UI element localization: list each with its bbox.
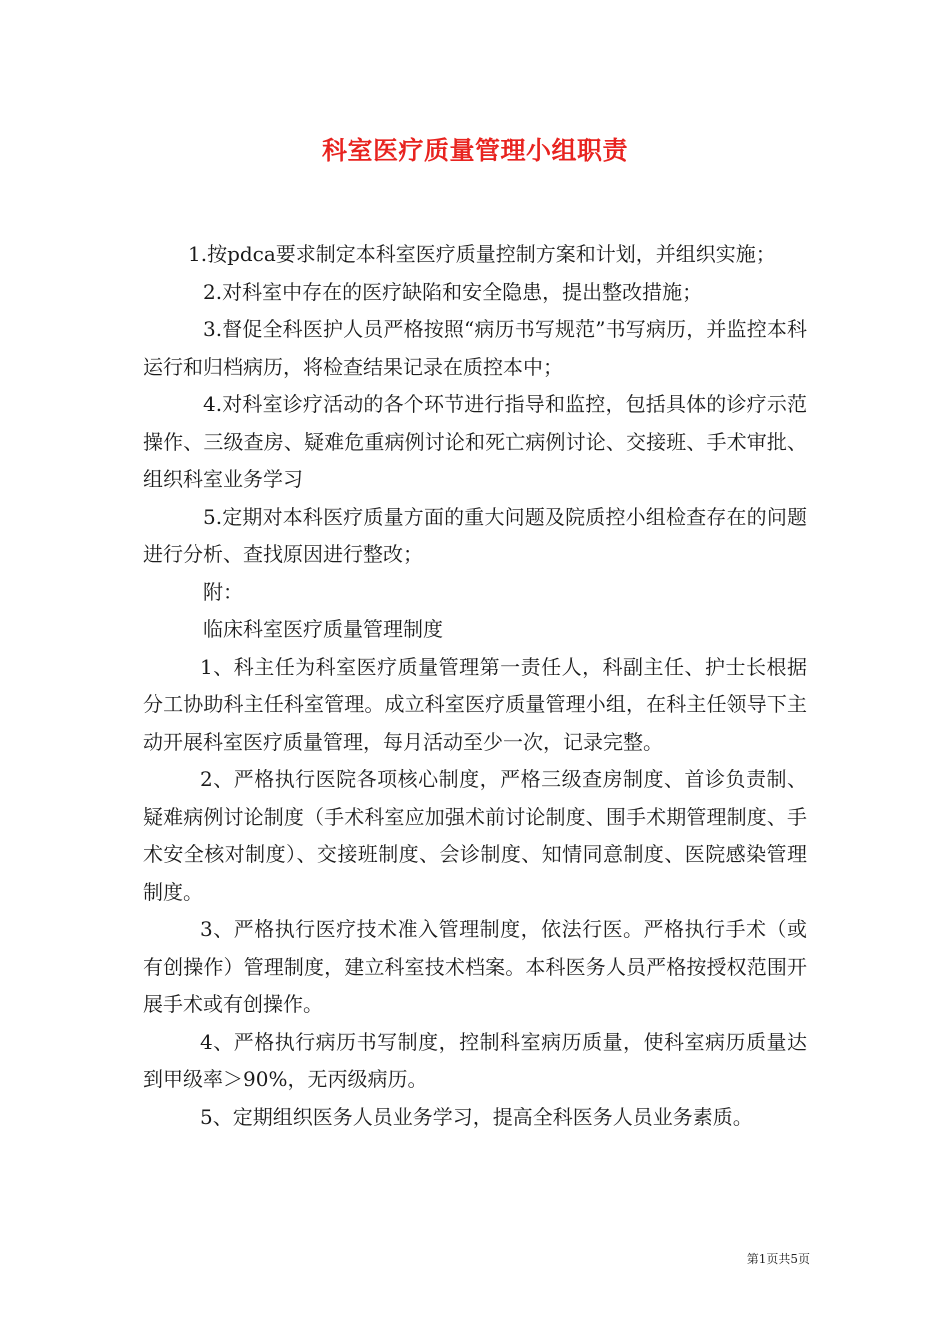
paragraph-3: 3.督促全科医护人员严格按照“病历书写规范”书写病历，并监控本科运行和归档病历，将检查结果记录在质控本中； [143,317,807,379]
paragraph-4: 4.对科室诊疗活动的各个环节进行指导和监控，包括具体的诊疗示范操作、三级查房、疑难危重病例讨论和死亡病例讨论、交接班、手术审批、组织科室业务学习 [143,392,807,491]
paragraph-5: 5.定期对本科医疗质量方面的重大问题及院质控小组检查存在的问题进行分析、查找原因进行整改； [143,504,807,566]
rule-1: 1、科主任为科室医疗质量管理第一责任人，科副主任、护士长根据分工协助科主任科室管理。成立科室医疗质量管理小组，在科主任领导下主动开展科室医疗质量管理，每月活动至少一次，记录完整。 [143,654,807,754]
rule-3: 3、严格执行医疗技术准入管理制度，依法行医。严格执行手术（或有创操作）管理制度，建立科室技术档案。本科医务人员严格按授权范围开展手术或有创操作。 [143,917,807,1016]
rule-4: 4、严格执行病历书写制度，控制科室病历质量，使科室病历质量达到甲级率＞90%，无丙级病历。 [143,1029,807,1091]
paragraph-1: 1.按pdca要求制定本科室医疗质量控制方案和计划，并组织实施； [188,242,776,266]
paragraph-2: 2.对科室中存在的医疗缺陷和安全隐患，提出整改措施； [203,279,703,304]
appendix-label: 附： [203,579,243,604]
document-body [143,236,807,1136]
appendix-title: 临床科室医疗质量管理制度 [203,617,443,641]
page-number: 第1页共5页 [746,1252,810,1266]
rule-5: 5、定期组织医务人员业务学习，提高全科医务人员业务素质。 [200,1104,753,1129]
document-title: 科室医疗质量管理小组职责 [321,136,628,165]
rule-2: 2、严格执行医院各项核心制度，严格三级查房制度、首诊负责制、疑难病例讨论制度（手术科室应加强术前讨论制度、围手术期管理制度、手术安全核对制度）、交接班制度、会诊制度、知情同意制度、医院感染管理制度。 [143,767,807,904]
